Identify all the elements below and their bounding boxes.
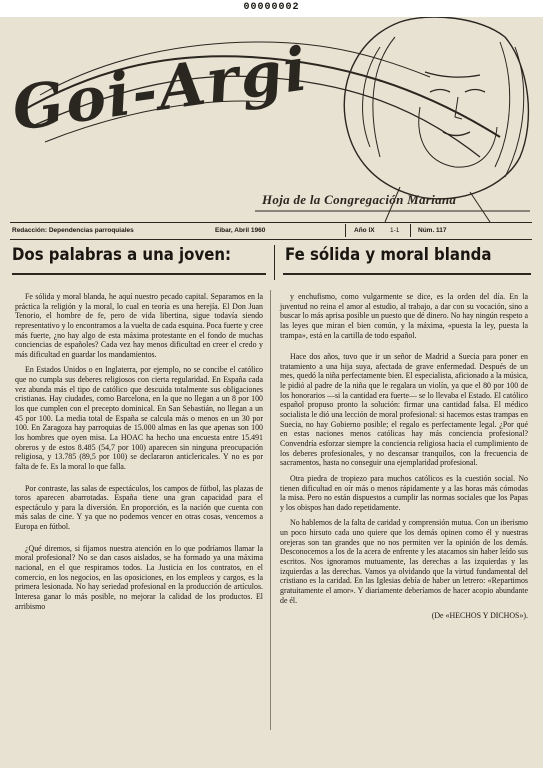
paragraph: y enchufismo, como vulgarmente se dice, es la orden del día. En la juventud no reina el amor al estudio, al trabajo, a dar con su vocación, sino a buscar lo más aprisa posible un puesto que dé dinero. No hay ningún respeto a las leyes que miran el bien común, y la máxima, «puesta la ley, puesta la trampa», está en la cartilla de todo español. <box>280 292 528 340</box>
place-date: Eibar, Abril 1960 <box>215 227 266 234</box>
paragraph: Fe sólida y moral blanda, he aquí nuestro pecado capital. Separamos en la práctica la religión y la moral, lo cual en teoría es una herejía. El Don Juan Tenorio, el hombre de fe, pero de vida libertina, sigue todavía siendo representativo y lo encontramos a la vuelta de cada esquina. Poca fuerte y cree más fuerte, ¿no hay algo de esta máxima protestante en el fondo de muchas conciencias de españoles? Cada vez hay menos dificultad en creer el credo y más dificultad en guardar los mandamientos. <box>15 292 264 359</box>
source-credit: (De «HECHOS Y DICHOS»). <box>431 611 528 621</box>
info-bar <box>10 222 532 240</box>
logo: Goi-Argi <box>8 34 313 145</box>
paragraph: Hace dos años, tuvo que ir un señor de Madrid a Suecia para poner en tratamiento a una hija suya, afectada de grave enfermedad. Después de un mes, quedó la niña perfectamente bien. El especialista, aficionado a la música, le pidió al padre de la niña que le regalara un violín, ya que el 80 por 100 de los honorarios —si la cantidad era fuerte— se lo llevaba el Estado. El católico español propuso pronto la solución: firmar una cantidad falsa. El médico socialista le dió una lección de moral profesional: si hacemos estas trampas en Suecia, no hay Gobierno posible; el regalo es perfectamente legal. ¿Por qué en estas naciones menos católicas hay más conciencia profesional? Convendría esforzar siempre la conciencia religiosa hacia el cumplimiento de los deberes profesionales, y no descansar tranquilos, con la frecuencia de sacramentos, hasta no conseguir una ejemplaridad profesional. <box>280 352 528 468</box>
paragraph: En Estados Unidos o en Inglaterra, por ejemplo, no se concibe el católico que no cumpla sus deberes religiosos con cierta regularidad. En España cada vez abunda más el tipo de católico que descuida totalmente sus obligaciones cristianas. Hay ciudades, como Barcelona, en la que no llegan a un 8 por 100 los que cumplen con el precepto dominical. En San Sebastián, no llegan a un 45 por 100. La media total de España se calcula más o menos en un 30 por 100. En Zaragoza hay parroquias de 15.000 almas en las que apenas son 100 los hombres que oyen misa. La HOAC ha hecho una encuesta entre 15.491 obreros y de estos 8.485 (54,7 por 100) aparecen sin ninguna preocupación religiosa, y 13.785 (89,5 por 100) se declararon anticlericales. Y no es por falta de fe. Es la moral lo que falla. <box>15 365 263 471</box>
paragraph: Por contraste, las salas de espectáculos, los campos de fútbol, las plazas de toros aparecen abarrotadas. España tiene una gran capacidad para el espectáculo y para la diversión. En proporción, es la nación que cuenta con más salas de cine. Y ya que no podemos vencer en otras cosas, vencemos a Europa en fútbol. <box>15 483 263 532</box>
divider <box>345 224 346 237</box>
headline-rule <box>283 273 531 275</box>
year: Año IX <box>354 227 375 234</box>
headline-right: Fe sólida y moral blanda <box>285 245 492 265</box>
headline-left: Dos palabras a una joven: <box>12 245 231 265</box>
article-column-left <box>15 292 263 617</box>
pages: 1-1 <box>390 227 400 234</box>
page-id: 00000002 <box>243 2 300 13</box>
headline-divider <box>274 245 275 280</box>
paragraph: No hablemos de la falta de caridad y comprensión mutua. Con un iberismo un poco hirsuto cada uno quiere que los demás opinen como él y nuestras orejeras son tan grandes que no nos permiten ver la opinión de los demás. Desconocemos a los de la acera de enfrente y les atacamos sin haber leído sus escritos. Nos ignoramos mutuamente, las derechas a las izquierdas y las izquierdas a las derechas. Vamos ya olvidando que la virtud fundamental del cristiano es la caridad. En las Iglesias debía de haber un letrero: «Repartimos gratuitamente el amor». Y diariamente deberíamos de hacer acopio abundante de él. <box>280 518 528 605</box>
article-column-right <box>280 292 528 627</box>
paragraph: Otra piedra de tropiezo para muchos católicos es la cuestión social. No tienen dificultad en oír más o menos rápidamente y a las horas más cómodas la misa. Pero no están dispuestos a cumplir las normas sociales que los Papas y los obispos han dado repetidamente. <box>280 473 528 512</box>
masthead <box>0 17 543 222</box>
editorial-address: Redacción: Dependencias parroquiales <box>12 227 134 234</box>
headline-rule <box>12 273 266 275</box>
divider <box>410 224 411 237</box>
masthead-subtitle: Hoja de la Congregación Mariana <box>262 192 457 207</box>
column-divider <box>270 290 271 730</box>
issue-number: Núm. 117 <box>418 227 447 234</box>
paragraph: ¿Qué diremos, si fijamos nuestra atención en lo que podríamos llamar la moral profesional? No se dan casos aislados, se ha formado ya una máxima nacional, en el que respiramos todos. La Justicia en los contratos, en el comercio, en los negocios, en las oposiciones, en los empleos y cargos, es la primera lesionada. No hay seriedad profesional en la producción de artículos. Interesa ganar lo más posible, no mejorar la calidad de los productos. El arribismo <box>15 543 263 611</box>
